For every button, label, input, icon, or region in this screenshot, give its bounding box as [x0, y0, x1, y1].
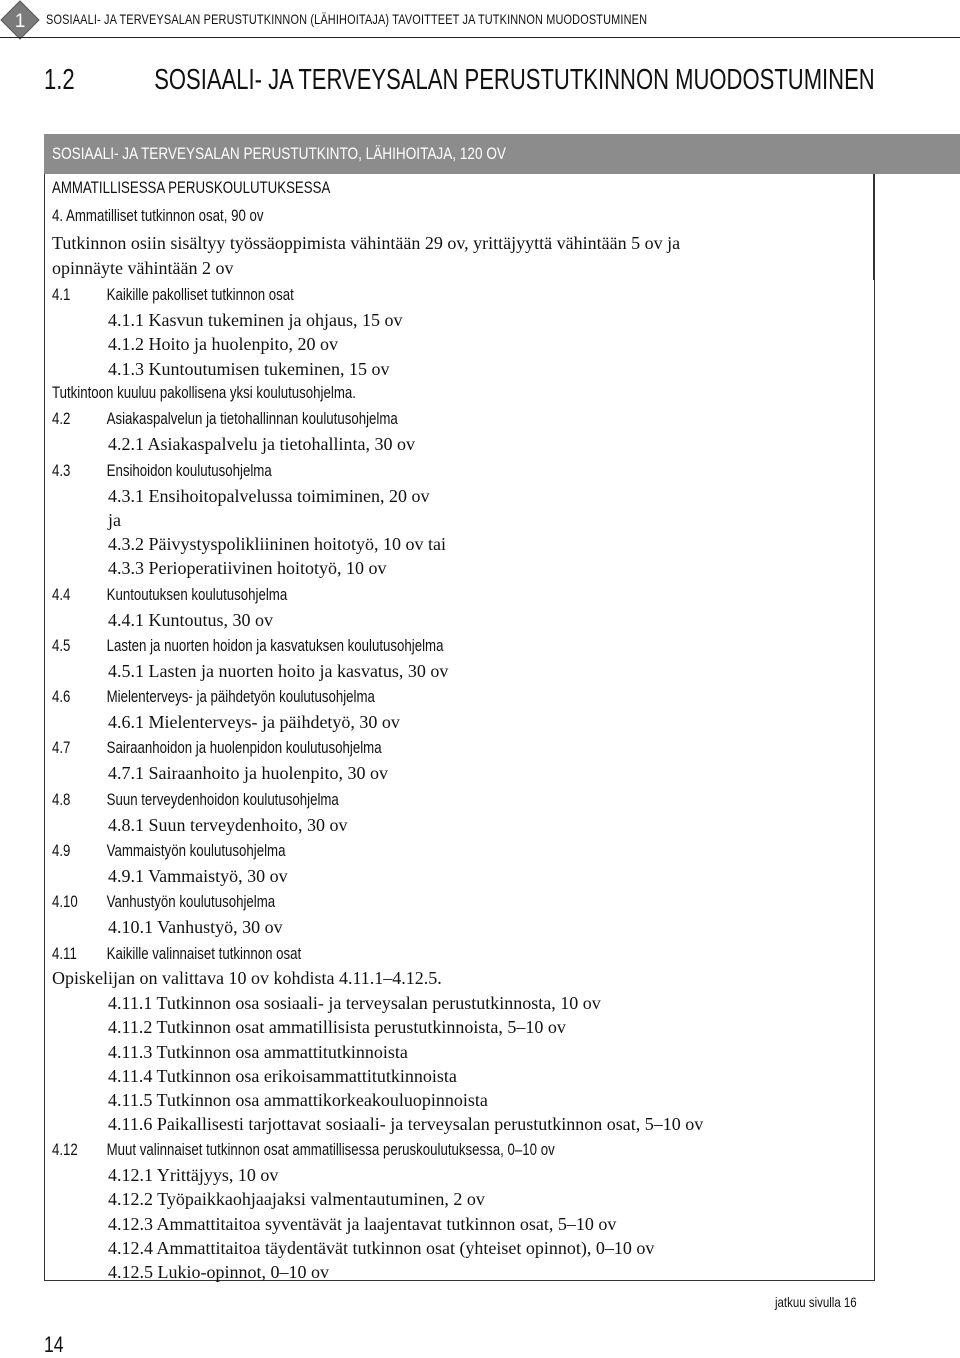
- list-item: 4.1.3 Kuntoutumisen tukeminen, 15 ov: [108, 359, 390, 379]
- section-heading-4-9: [52, 841, 285, 861]
- list-item: 4.5.1 Lasten ja nuorten hoito ja kasvatus, 30 ov: [108, 661, 449, 681]
- heading-label: Asiakaspalvelun ja tietohallinnan koulutusohjelma: [106, 409, 398, 428]
- part4-heading: 4. Ammatilliset tutkinnon osat, 90 ov: [52, 206, 264, 225]
- list-conjunction: ja: [108, 510, 121, 530]
- heading-number: 4.3: [52, 461, 71, 480]
- chapter-number: 1: [14, 11, 26, 32]
- section-heading-4-8: [52, 790, 339, 810]
- context-heading: AMMATILLISESSA PERUSKOULUTUKSESSA: [52, 178, 331, 197]
- heading-number: 4.10: [52, 892, 78, 911]
- degree-title-band: [44, 134, 960, 174]
- heading-label: Kuntoutuksen koulutusohjelma: [106, 585, 288, 604]
- running-header: SOSIAALI- JA TERVEYSALAN PERUSTUTKINNON (LÄHIHOITAJA) TAVOITTEET JA TUTKINNON MUODOSTUMINEN: [46, 11, 648, 27]
- list-item: 4.3.2 Päivystyspolikliininen hoitotyö, 10 ov tai: [108, 534, 447, 554]
- heading-label: Vanhustyön koulutusohjelma: [106, 892, 276, 911]
- list-item: 4.12.1 Yrittäjyys, 10 ov: [108, 1165, 279, 1185]
- heading-label: Kaikille pakolliset tutkinnon osat: [106, 285, 294, 304]
- list-item: 4.8.1 Suun terveydenhoito, 30 ov: [108, 815, 348, 835]
- list-item: 4.4.1 Kuntoutus, 30 ov: [108, 610, 274, 630]
- heading-number: 4.7: [52, 738, 71, 757]
- list-item: 4.12.3 Ammattitaitoa syventävät ja laajentavat tutkinnon osat, 5–10 ov: [108, 1214, 617, 1234]
- list-item: 4.11.5 Tutkinnon osa ammattikorkeakouluopinnoista: [108, 1090, 488, 1110]
- heading-number: 4.1: [52, 285, 71, 304]
- list-item: 4.1.1 Kasvun tukeminen ja ohjaus, 15 ov: [108, 310, 403, 330]
- heading-label: Ensihoidon koulutusohjelma: [106, 461, 272, 480]
- page-number: 14: [44, 1332, 64, 1357]
- list-item: 4.12.4 Ammattitaitoa täydentävät tutkinnon osat (yhteiset opinnot), 0–10 ov: [108, 1238, 655, 1258]
- heading-label: Lasten ja nuorten hoidon ja kasvatuksen koulutusohjelma: [106, 636, 444, 655]
- list-item: 4.3.1 Ensihoitopalvelussa toimiminen, 20 ov: [108, 486, 430, 506]
- section-title: [44, 64, 875, 97]
- intro-text-line1: Tutkinnon osiin sisältyy työssäoppimista vähintään 29 ov, yrittäjyyttä vähintään 5 ov ja: [52, 233, 681, 253]
- heading-number: 4.9: [52, 841, 71, 860]
- list-item: 4.11.4 Tutkinnon osa erikoisammattitutkinnoista: [108, 1066, 457, 1086]
- heading-number: 4.11: [52, 944, 77, 963]
- list-item: 4.12.2 Työpaikkaohjaajaksi valmentautuminen, 2 ov: [108, 1189, 485, 1209]
- heading-label: Kaikille valinnaiset tutkinnon osat: [106, 944, 302, 963]
- list-item: 4.10.1 Vanhustyö, 30 ov: [108, 917, 283, 937]
- heading-label: Suun terveydenhoidon koulutusohjelma: [106, 790, 339, 809]
- list-item: 4.12.5 Lukio-opinnot, 0–10 ov: [108, 1262, 329, 1282]
- section-heading-4-3: [52, 461, 272, 481]
- section-heading-4-4: [52, 585, 287, 605]
- list-item: 4.11.6 Paikallisesti tarjottavat sosiaali- ja terveysalan perustutkinnon osat, 5–10 ov: [108, 1114, 704, 1134]
- section-heading-4-2: [52, 409, 398, 429]
- list-item: 4.11.2 Tutkinnon osat ammatillisista perustutkinnoista, 5–10 ov: [108, 1017, 566, 1037]
- section-heading-4-1: [52, 285, 294, 305]
- section-heading-4-11: [52, 944, 301, 964]
- section-heading-4-5: [52, 636, 443, 656]
- continued-note: jatkuu sivulla 16: [775, 1294, 857, 1310]
- box-right-edge: [873, 174, 874, 280]
- heading-label: Sairaanhoidon ja huolenpidon koulutusohjelma: [106, 738, 382, 757]
- selection-note: Opiskelijan on valittava 10 ov kohdista 4.11.1–4.12.5.: [52, 968, 442, 988]
- intro-text-line2: opinnäyte vähintään 2 ov: [52, 258, 234, 278]
- section-heading-4-7: [52, 738, 382, 758]
- list-item: 4.6.1 Mielenterveys- ja päihdetyö, 30 ov: [108, 712, 400, 732]
- heading-number: 4.5: [52, 636, 71, 655]
- list-item: 4.3.3 Perioperatiivinen hoitotyö, 10 ov: [108, 558, 387, 578]
- list-item: 4.2.1 Asiakaspalvelu ja tietohallinta, 30 ov: [108, 434, 415, 454]
- list-item: 4.1.2 Hoito ja huolenpito, 20 ov: [108, 334, 338, 354]
- heading-number: 4.4: [52, 585, 71, 604]
- heading-number: 4.6: [52, 687, 71, 706]
- section-heading-4-6: [52, 687, 375, 707]
- heading-number: 4.2: [52, 409, 71, 428]
- list-item: 4.7.1 Sairaanhoito ja huolenpito, 30 ov: [108, 763, 388, 783]
- heading-number: 4.12: [52, 1140, 78, 1159]
- section-heading-4-10: [52, 892, 275, 912]
- list-item: 4.11.3 Tutkinnon osa ammattitutkinnoista: [108, 1042, 408, 1062]
- heading-label: Muut valinnaiset tutkinnon osat ammatillisessa peruskoulutuksessa, 0–10 ov: [106, 1140, 555, 1159]
- section-title-text: SOSIAALI- JA TERVEYSALAN PERUSTUTKINNON MUODOSTUMINEN: [154, 64, 875, 96]
- section-number: 1.2: [44, 64, 75, 96]
- program-note: Tutkintoon kuuluu pakollisena yksi koulutusohjelma.: [52, 383, 356, 402]
- degree-title: SOSIAALI- JA TERVEYSALAN PERUSTUTKINTO, LÄHIHOITAJA, 120 OV: [52, 144, 506, 163]
- header-rule: [0, 37, 960, 38]
- heading-label: Vammaistyön koulutusohjelma: [106, 841, 286, 860]
- section-heading-4-12: [52, 1140, 555, 1160]
- chapter-number-badge: [0, 0, 40, 40]
- list-item: 4.11.1 Tutkinnon osa sosiaali- ja terveysalan perustutkinnosta, 10 ov: [108, 993, 601, 1013]
- list-item: 4.9.1 Vammaistyö, 30 ov: [108, 866, 288, 886]
- heading-number: 4.8: [52, 790, 71, 809]
- heading-label: Mielenterveys- ja päihdetyön koulutusohjelma: [106, 687, 375, 706]
